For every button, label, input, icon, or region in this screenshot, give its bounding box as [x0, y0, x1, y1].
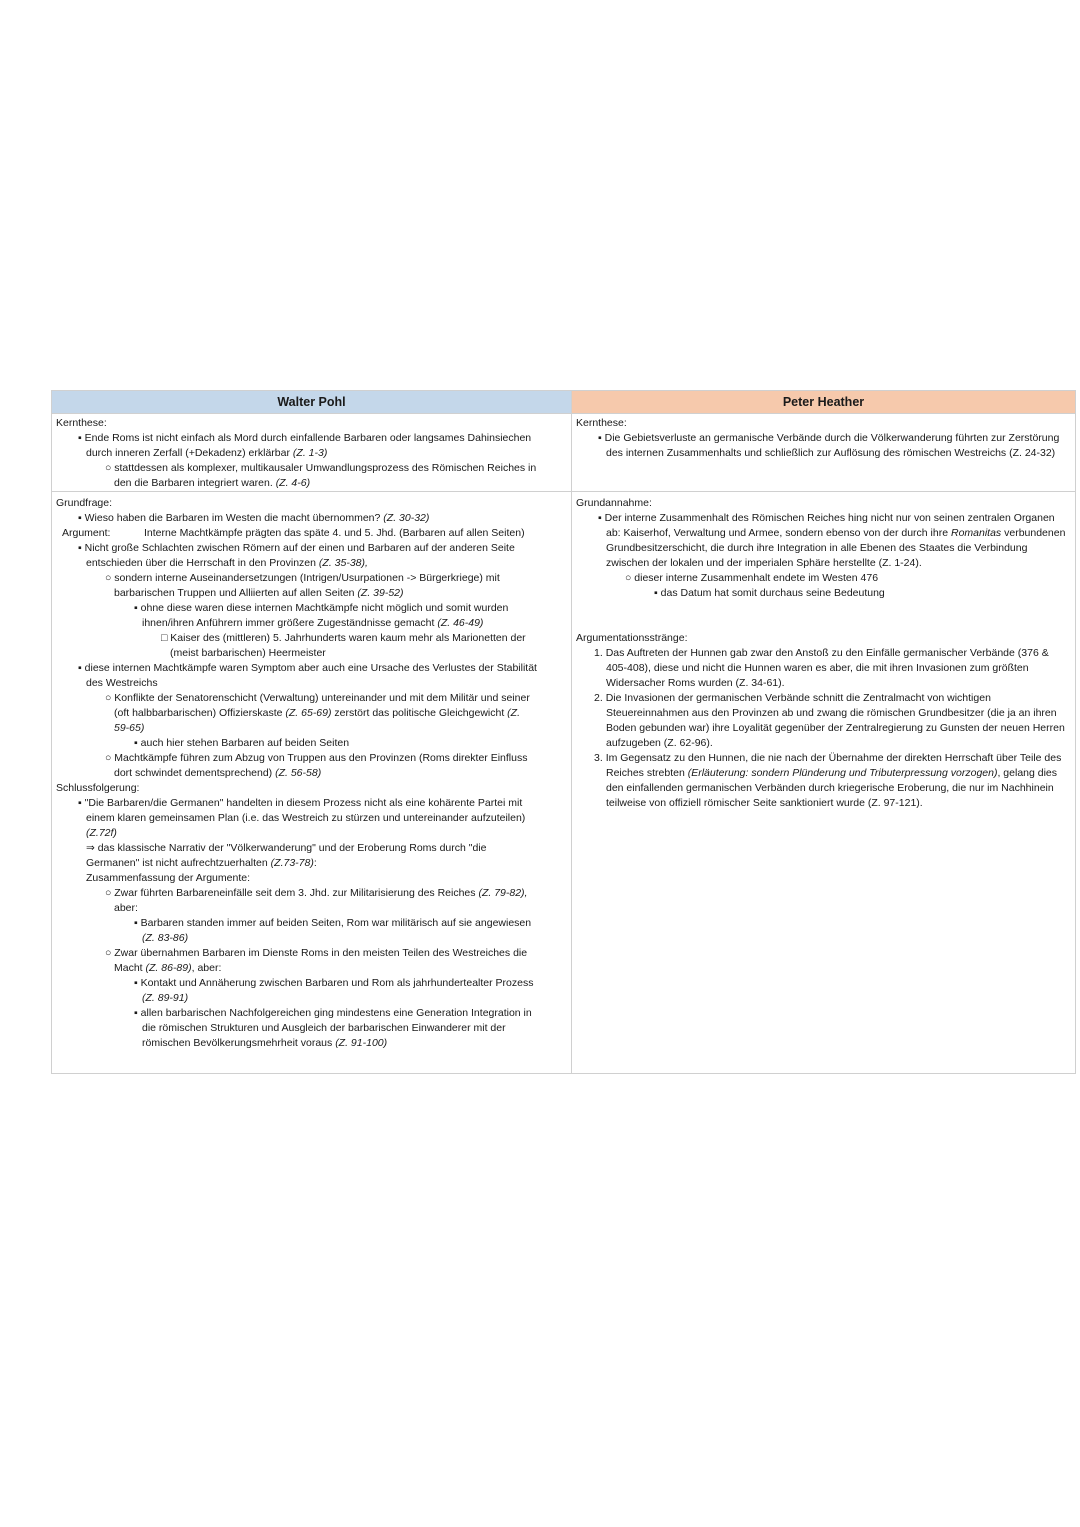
list-item: 2. Die Invasionen der germanischen Verbände schnitt die Zentralmacht von wichtigen Steuereinnahmen aus den Provinzen ab und zwang die römischen Grundbesitzer (die ja an ihren Boden gebunden war) ihre Loyalität gegenüber der Zentralregierung zu Gunsten der neuen Herren aufzugeben (Z. 62-96). — [594, 692, 1065, 749]
list-item-cont: barbarischen Truppen und Alliierten auf allen Seiten (Z. 39-52) — [114, 587, 404, 599]
heather-kernthese-title: Kernthese: — [576, 417, 627, 429]
list-item: ○ Zwar übernahmen Barbaren im Dienste Roms in den meisten Teilen des Westreiches die — [105, 947, 528, 959]
list-item: ▪ Die Gebietsverluste an germanische Verbände durch die Völkerwanderung führten zur Zerstörung des internen Zusammenhalts und schließlich zur Auflösung des römischen Westreichs (Z. 24-32) — [598, 432, 1060, 459]
argument-line: Argument: Interne Machtkämpfe prägten das späte 4. und 5. Jhd. (Barbaren auf allen Seiten) — [62, 527, 525, 539]
list-item: 1. Das Auftreten der Hunnen gab zwar den Anstoß zu den Einfälle germanischer Verbände (376 & 405-408), diese und nicht die Hunnen waren es aber, die mit ihren Invasionen zum größten Widersacher Roms wurden (Z. 34-61). — [594, 647, 1049, 689]
header-divider — [52, 413, 1075, 414]
pohl-kernthese-cell — [56, 416, 568, 491]
column-divider — [571, 391, 572, 1073]
list-item: ▪ das Datum hat somit durchaus seine Bedeutung — [654, 587, 885, 599]
header-walter-pohl: Walter Pohl — [52, 391, 571, 413]
list-item-cont: (meist barbarischen) Heermeister — [170, 647, 326, 659]
list-item: ○ stattdessen als komplexer, multikausaler Umwandlungsprozess des Römischen Reiches in — [105, 462, 537, 474]
list-item: ▪ ohne diese waren diese internen Machtkämpfe nicht möglich und somit wurden — [134, 602, 509, 614]
list-item: □ Kaiser des (mittleren) 5. Jahrhunderts waren kaum mehr als Marionetten der — [161, 632, 526, 644]
list-item-cont: entschieden über die Herrschaft in den Provinzen (Z. 35-38), — [86, 557, 368, 569]
list-item: ▪ "Die Barbaren/die Germanen" handelten in diesem Prozess nicht als eine kohärente Partei mit — [78, 797, 523, 809]
heather-kernthese-cell — [576, 416, 1072, 461]
pohl-zusammenfassung-title: Zusammenfassung der Argumente: — [86, 872, 251, 884]
list-item: ▪ Der interne Zusammenhalt des Römischen Reiches hing nicht nur von seinen zentralen Organen ab: Kaiserhof, Verwaltung und Armee, sondern ebenso von der durch ihre Romanitas verbundenen Grundbesitzerschicht, die durch ihre Integration in alle Ebenen des Staates die Verbindung zwischen der lokalen und der imperialen Sphäre herstellte (Z. 1-24). — [598, 512, 1066, 569]
list-item-cont: (Z. 83-86) — [142, 932, 189, 944]
comparison-table — [51, 390, 1076, 1074]
list-item: ▪ Nicht große Schlachten zwischen Römern auf der einen und Barbaren auf der anderen Seite — [78, 542, 515, 554]
pohl-grundfrage-title: Grundfrage: — [56, 497, 113, 509]
pohl-kernthese-title: Kernthese: — [56, 417, 107, 429]
header-peter-heather: Peter Heather — [572, 391, 1075, 413]
list-item: ○ dieser interne Zusammenhalt endete im Westen 476 — [625, 572, 879, 584]
list-item: ▪ allen barbarischen Nachfolgereichen ging mindestens eine Generation Integration in — [134, 1007, 532, 1019]
heather-main-cell — [576, 496, 1072, 811]
list-item-cont: römischen Bevölkerungsmehrheit voraus (Z. 91-100) — [142, 1037, 388, 1049]
list-item-cont: 59-65) — [114, 722, 145, 734]
list-item: ▪ Barbaren standen immer auf beiden Seiten, Rom war militärisch auf sie angewiesen — [134, 917, 532, 929]
list-item: ○ sondern interne Auseinandersetzungen (Intrigen/Usurpationen -> Bürgerkriege) mit — [105, 572, 500, 584]
heather-grundannahme-title: Grundannahme: — [576, 497, 652, 509]
list-item-cont: (oft halbbarbarischen) Offizierskaste (Z. 65-69) zerstört das politische Gleichgewicht (Z. — [114, 707, 520, 719]
heather-argumentation-title: Argumentationsstränge: — [576, 632, 688, 644]
conclusion-line: ⇒ das klassische Narrativ der "Völkerwanderung" und der Eroberung Roms durch "die — [86, 842, 487, 854]
list-item: ○ Machtkämpfe führen zum Abzug von Truppen aus den Provinzen (Roms direkter Einfluss — [105, 752, 528, 764]
list-item-cont: ihnen/ihren Anführern immer größere Zugeständnisse gemacht (Z. 46-49) — [142, 617, 484, 629]
list-item-cont: die römischen Strukturen und Ausgleich der barbarischen Einwanderer mit der — [142, 1022, 506, 1034]
list-item: ○ Zwar führten Barbareneinfälle seit dem 3. Jhd. zur Militarisierung des Reiches (Z. 79-82), — [105, 887, 528, 899]
list-item: ▪ Kontakt und Annäherung zwischen Barbaren und Rom als jahrhundertealter Prozess — [134, 977, 534, 989]
list-item: ○ Konflikte der Senatorenschicht (Verwaltung) untereinander und mit dem Militär und seiner — [105, 692, 530, 704]
list-item-cont: (Z. 89-91) — [142, 992, 189, 1004]
list-item-cont: des Westreichs — [86, 677, 158, 689]
list-item-cont: einem klaren gemeinsamen Plan (i.e. das Westreich zu stürzen und untereinander aufzuteilen) — [86, 812, 526, 824]
row-divider — [52, 491, 1075, 492]
list-item-cont: aber: — [114, 902, 138, 914]
pohl-main-cell — [56, 496, 568, 1051]
list-item-cont: den die Barbaren integriert waren. (Z. 4-6) — [114, 477, 311, 489]
list-item: ▪ auch hier stehen Barbaren auf beiden Seiten — [134, 737, 350, 749]
list-item-cont: (Z.72f) — [86, 827, 117, 839]
list-item-cont: dort schwindet dementsprechend) (Z. 56-58) — [114, 767, 322, 779]
list-item-cont: durch inneren Zerfall (+Dekadenz) erklärbar (Z. 1-3) — [86, 447, 328, 459]
list-item: ▪ Wieso haben die Barbaren im Westen die macht übernommen? (Z. 30-32) — [78, 512, 430, 524]
list-item: ▪ Ende Roms ist nicht einfach als Mord durch einfallende Barbaren oder langsames Dahinsiechen — [78, 432, 532, 444]
pohl-schluss-title: Schlussfolgerung: — [56, 782, 140, 794]
list-item: ▪ diese internen Machtkämpfe waren Symptom aber auch eine Ursache des Verlustes der Stabilität — [78, 662, 537, 674]
list-item-cont: Macht (Z. 86-89), aber: — [114, 962, 222, 974]
conclusion-line: Germanen" ist nicht aufrechtzuerhalten (Z.73-78): — [86, 857, 317, 869]
list-item: 3. Im Gegensatz zu den Hunnen, die nie nach der Übernahme der direkten Herrschaft über Teile des Reiches strebten (Erläuterung: sondern Plünderung und Tributerpressung vorzogen), gelang dies den einfallenden germanischen Verbänden durch kriegerische Eroberung, die nur im Nachhinein teilweise von offiziell römischer Seite sanktioniert wurde (Z. 97-121). — [594, 752, 1062, 809]
spacer — [576, 601, 1072, 631]
